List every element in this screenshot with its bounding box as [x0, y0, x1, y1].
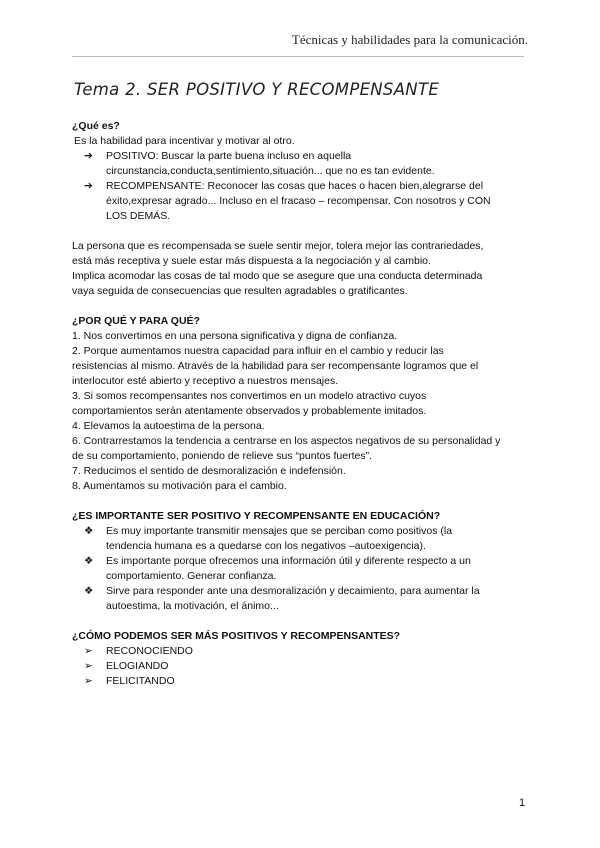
education-list	[72, 524, 530, 614]
list-item-line: autoestima, la motivación, el ánimo...	[106, 600, 279, 612]
reason-line: 7. Reducimos el sentido de desmoralización e indefensión.	[72, 465, 346, 477]
list-item-text: RECONOCIENDO	[106, 645, 193, 657]
definition-list	[72, 149, 530, 224]
list-item-text: FELICITANDO	[106, 675, 175, 687]
intro-line: Es la habilidad para incentivar y motivar al otro.	[74, 135, 295, 147]
list-item-line: RECOMPENSANTE: Reconocer las cosas que haces o hacen bien,alegrarse del	[106, 180, 484, 192]
list-item	[84, 644, 530, 659]
list-item	[84, 149, 530, 179]
explanation-paragraph	[72, 239, 530, 299]
paragraph-line: está más receptiva y suele estar más dispuesta a la negociación y al cambio.	[72, 255, 431, 267]
reason-line: 2. Porque aumentamos nuestra capacidad para influir en el cambio y reducir las	[72, 345, 444, 357]
diamond-bullet-icon: ❖	[84, 525, 94, 537]
list-item-line: POSITIVO: Buscar la parte buena incluso en aquella	[106, 150, 352, 162]
arrow-bullet-icon: ➔	[84, 180, 93, 192]
document-body	[72, 119, 530, 689]
paragraph-line: La persona que es recompensada se suele sentir mejor, tolera mejor las contrariedades,	[72, 240, 484, 252]
page-number: 1	[519, 797, 526, 809]
reason-line: resistencias al mismo. Através de la habilidad para ser recompensante logramos que el	[72, 360, 479, 372]
reason-line: de su comportamiento, poniendo de relieve sus “puntos fuertes”.	[72, 450, 373, 462]
reasons-list	[72, 329, 530, 494]
reason-line: comportamientos serán atentamente observados y probablemente imitados.	[72, 405, 427, 417]
reason-line: 4. Elevamos la autoestima de la persona.	[72, 420, 265, 432]
header-rule	[72, 56, 524, 57]
list-item-line: Sirve para responder ante una desmoralización y decaimiento, para aumentar la	[106, 585, 480, 597]
reason-line: 8. Aumentamos su motivación para el cambio.	[72, 480, 287, 492]
list-item-text: ELOGIANDO	[106, 660, 169, 672]
topic-title: Tema 2. SER POSITIVO Y RECOMPENSANTE	[74, 80, 440, 99]
list-item-line: Es muy importante transmitir mensajes que se perciban como positivos (la	[106, 525, 453, 537]
list-item-line: tendencia humana es a quedarse con los negativos –autoexigencia).	[106, 540, 426, 552]
reason-line: 1. Nos convertimos en una persona significativa y digna de confianza.	[72, 330, 398, 342]
running-header: Técnicas y habilidades para la comunicación.	[291, 32, 528, 47]
list-item	[84, 524, 530, 554]
list-item-line: éxito,expresar agrado... Incluso en el fracaso – recompensar. Con nosotros y CON	[106, 195, 491, 207]
list-item	[84, 659, 530, 674]
reason-line: interlocutor esté abierto y receptivo a nuestros mensajes.	[72, 375, 339, 387]
list-item	[84, 554, 530, 584]
section-heading-por-que: ¿POR QUÉ Y PARA QUÉ?	[72, 315, 200, 327]
list-item-line: LOS DEMÁS.	[106, 210, 171, 222]
list-item-line: Es importante porque ofrecemos una información útil y diferente respecto a un	[106, 555, 471, 567]
arrowhead-bullet-icon: ➢	[84, 645, 93, 657]
list-item-line: circunstancia,conducta,sentimiento,situación... que no es tan evidente.	[106, 165, 435, 177]
list-item	[84, 674, 530, 689]
reason-line: 3. Si somos recompensantes nos convertimos en un modelo atractivo cuyos	[72, 390, 427, 402]
section-heading-que-es: ¿Qué es?	[72, 120, 120, 132]
how-list	[72, 644, 530, 689]
arrow-bullet-icon: ➔	[84, 150, 93, 162]
arrowhead-bullet-icon: ➢	[84, 660, 93, 672]
list-item-line: comportamiento. Generar confianza.	[106, 570, 277, 582]
list-item	[84, 584, 530, 614]
reason-line: 6. Contrarrestamos la tendencia a centrarse en los aspectos negativos de su personalidad y	[72, 435, 501, 447]
section-heading-como: ¿CÓMO PODEMOS SER MÁS POSITIVOS Y RECOMPENSANTES?	[72, 630, 401, 642]
diamond-bullet-icon: ❖	[84, 555, 94, 567]
diamond-bullet-icon: ❖	[84, 585, 94, 597]
section-heading-educacion: ¿ES IMPORTANTE SER POSITIVO Y RECOMPENSANTE EN EDUCACIÓN?	[72, 510, 441, 522]
list-item	[84, 179, 530, 224]
paragraph-line: Implica acomodar las cosas de tal modo que se asegure que una conducta determinada	[72, 270, 483, 282]
arrowhead-bullet-icon: ➢	[84, 675, 93, 687]
paragraph-line: vaya seguida de consecuencias que resulten agradables o gratificantes.	[72, 285, 408, 297]
